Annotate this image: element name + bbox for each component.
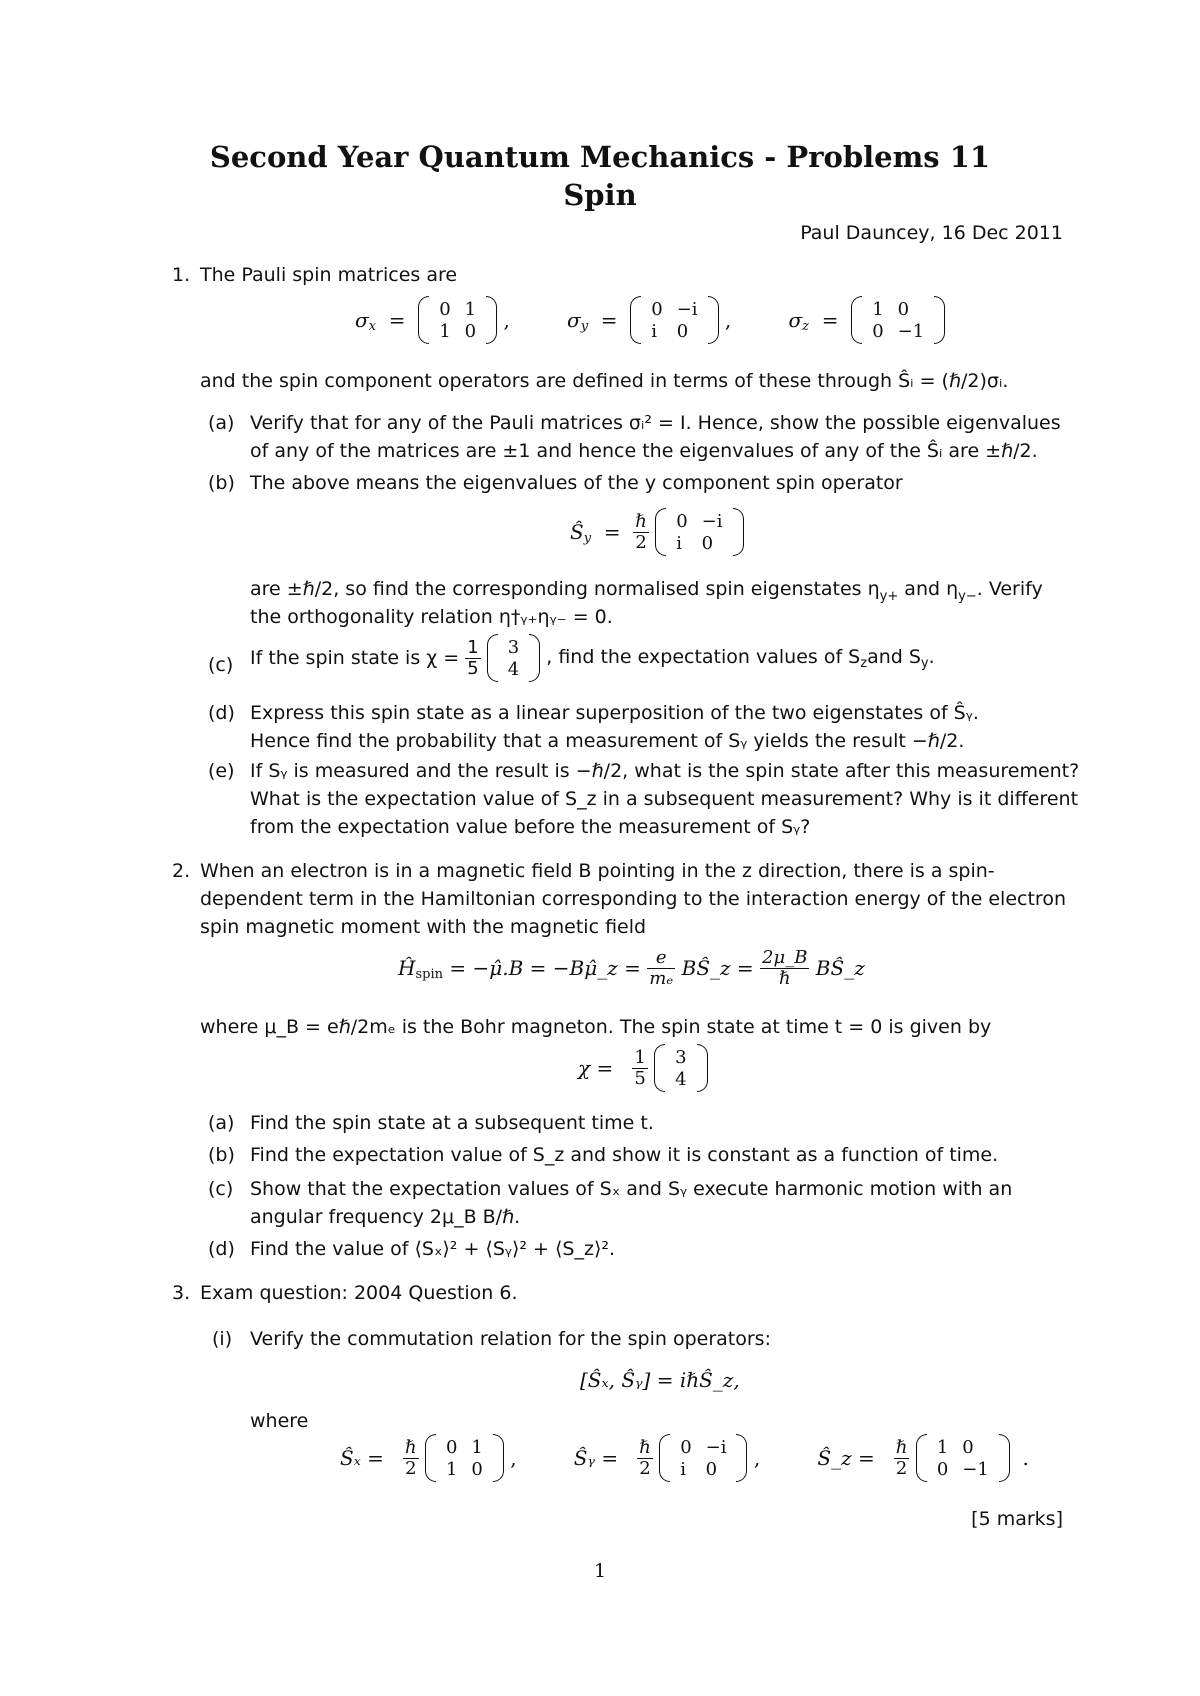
spin-operators-equation: Ŝₓ = $\frac{\text{ℏ}}{2}$ 0 1 1 0 , Ŝᵧ = $\frac{\text{ℏ}}{2}$ 0 −i i 0 , Ŝ_z = $\frac{\text{ℏ}}{2}$ 1 0 0 −1 . [340,1436,1029,1480]
sigma-z-matrix: 1 0 0 −1 [851,298,945,342]
author-date: Paul Dauncey, 16 Dec 2011 [800,222,1063,244]
q2c-label: (c) [208,1178,234,1200]
page-subtitle: Spin [563,178,637,212]
q2-line1: When an electron is in a magnetic field B pointing in the z direction, there is a spin- [200,860,995,882]
q2c-line1: Show that the expectation values of Sₓ and Sᵧ execute harmonic motion with an [250,1178,1013,1200]
q1e-label: (e) [208,760,235,782]
commutation-equation: [Ŝₓ, Ŝᵧ] = iℏŜ_z, [580,1367,740,1392]
q2-line2: dependent term in the Hamiltonian corresponding to the interaction energy of the electron [200,888,1066,910]
hamiltonian-equation: $Ĥ_{spin}$ = −μ̂.B = −Bμ̂_z = $\frac{e}{\text{mₑ}}$ BŜ_z = $\frac{2\mu\_B}{\text{ℏ}}$ BŜ_z [398,947,865,989]
q1d-line2: Hence find the probability that a measurement of Sᵧ yields the result −ℏ/2. [250,730,965,752]
q2a-label: (a) [208,1112,235,1134]
q2-line3: spin magnetic moment with the magnetic field [200,916,647,938]
q1d-line1: Express this spin state as a linear superposition of the two eigenstates of Ŝᵧ. [250,702,979,724]
page-title: Second Year Quantum Mechanics - Problems 11 [209,140,991,174]
q1b-line1: The above means the eigenvalues of the y component spin operator [250,472,903,494]
q1d-label: (d) [208,702,235,724]
q2b-label: (b) [208,1144,235,1166]
sigma-y-matrix: 0 −i i 0 [630,298,718,342]
q1c-label: (c) [208,654,234,676]
q3-where: where [250,1410,309,1432]
q2a-text: Find the spin state at a subsequent time t. [250,1112,654,1134]
q2d-label: (d) [208,1238,235,1260]
sigma-x-matrix: 0 1 1 0 [418,298,497,342]
q2d-text: Find the value of ⟨Sₓ⟩² + ⟨Sᵧ⟩² + ⟨S_z⟩². [250,1238,616,1260]
page-number: 1 [593,1560,607,1582]
q1a-label: (a) [208,412,235,434]
marks-label: [5 marks] [971,1508,1063,1530]
q3i-label: (i) [212,1328,233,1350]
initial-state-equation: χ = $\frac{1}{5}$ 3 4 [578,1046,708,1090]
q1b-line2: are ±ℏ/2, so find the corresponding normalised spin eigenstates $\eta_{y+}$ and $\eta_{y-}$. Verify [250,578,1043,604]
q1-intro: The Pauli spin matrices are [200,264,458,286]
q1a-line2: of any of the matrices are ±1 and hence the eigenvalues of any of the Ŝᵢ are ±ℏ/2. [250,440,1038,462]
q3i-text: Verify the commutation relation for the spin operators: [250,1328,771,1350]
question-1-number: 1. [172,264,191,286]
q2-where: where μ_B = eℏ/2mₑ is the Bohr magneton. The spin state at time t = 0 is given by [200,1016,992,1038]
q1c-text: If the spin state is χ = $\frac{1}{5}$ 3 4 , find the expectation values of $S_zand$ $S_y$. [250,636,935,680]
q1b-line3: the orthogonality relation η†ᵧ₊ηᵧ₋ = 0. [250,606,613,628]
question-3-number: 3. [172,1282,191,1304]
pauli-matrices-equation: $\sigma_x$ = 0 1 1 0 , $\sigma_y$ = 0 −i i 0 , $\sigma_z$ = 1 0 0 −1 [355,298,945,342]
q1b-label: (b) [208,472,235,494]
q1-definitions: and the spin component operators are defined in terms of these through Ŝᵢ = (ℏ/2)σᵢ. [200,370,1009,392]
q1a-line1: Verify that for any of the Pauli matrices σᵢ² = I. Hence, show the possible eigenvalues [250,412,1061,434]
sy-operator-equation: $Ŝ_y$ = $\frac{\text{ℏ}}{2}$ 0 −i i 0 [570,510,744,554]
question-2-number: 2. [172,860,191,882]
q2c-line2: angular frequency 2μ_B B/ℏ. [250,1206,521,1228]
q1e-line2: What is the expectation value of S_z in a subsequent measurement? Why is it different [250,788,1079,810]
q2b-text: Find the expectation value of S_z and show it is constant as a function of time. [250,1144,999,1166]
q3-intro: Exam question: 2004 Question 6. [200,1282,518,1304]
q1e-line1: If Sᵧ is measured and the result is −ℏ/2, what is the spin state after this measurement? [250,760,1080,782]
q1e-line3: from the expectation value before the measurement of Sᵧ? [250,816,811,838]
